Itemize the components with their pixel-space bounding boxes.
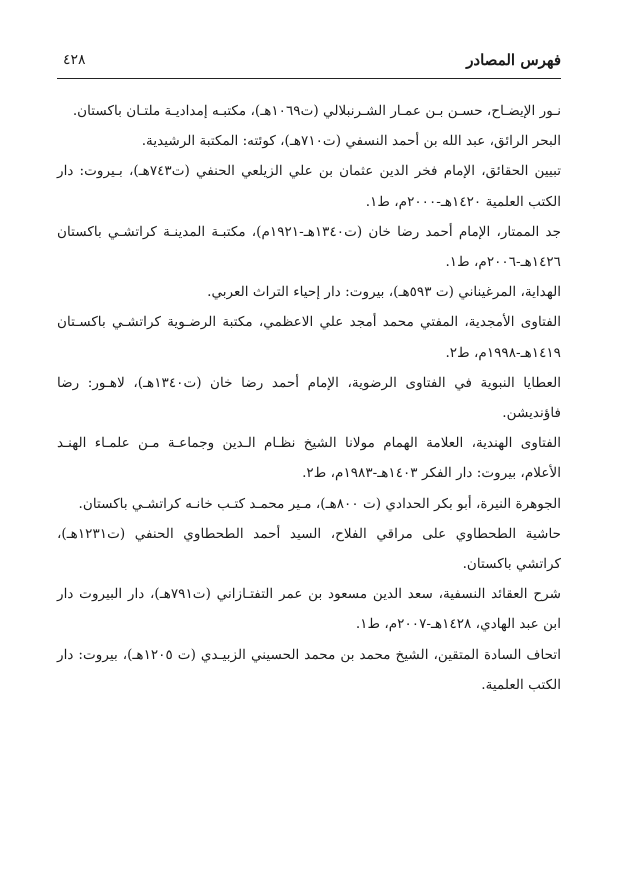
page-header	[57, 50, 561, 74]
bibliography-entry: العطايا النبوية في الفتاوى الرضوية، الإمام أحمد رضا خان (ت١٣٤٠هـ)، لاهـور: رضا فاؤنديشن.	[57, 374, 561, 422]
bibliography-entry: حاشية الطحطاوي على مراقي الفلاح، السيد أحمد الطحطاوي الحنفي (ت١٢٣١هـ)، كراتشي باكستان.	[57, 525, 561, 573]
bibliography-entry: تبيين الحقائق، الإمام فخر الدين عثمان بن علي الزيلعي الحنفي (ت٧٤٣هـ)، بـيروت: دار الكتب العلمية ١٤٢٠هـ-٢٠٠٠م، ط١.	[57, 163, 561, 210]
page-title: فهرس المصادر	[466, 51, 561, 69]
bibliography-entry: الجوهرة النيرة، أبو بكر الحدادي (ت ٨٠٠هـ)، مـير محمـد كتـب خانـه كراتشـي باكستان.	[78, 495, 561, 512]
bibliography-entry: جد الممتار، الإمام أحمد رضا خان (ت١٣٤٠هـ-١٩٢١م)، مكتبـة المدينـة كراتشـي باكستان ١٤٢٦هـ-٢٠٠٦م، ط١.	[57, 223, 561, 271]
header-divider	[57, 78, 561, 79]
bibliography-list	[57, 96, 561, 700]
bibliography-entry: الفتاوى الهندية، العلامة الهمام مولانا الشيخ نظـام الـدين وجماعـة مـن علمـاء الهنـد الأعلام، بيروت: دار الفكر ١٤٠٣هـ-١٩٨٣م، ط٢.	[57, 435, 561, 482]
bibliography-entry: نـور الإيضـاح، حسـن بـن عمـار الشـرنبلالي (ت١٠٦٩هـ)، مكتبـه إمداديـة ملتـان باكستان.	[72, 103, 561, 119]
bibliography-entry: شرح العقائد النسفية، سعد الدين مسعود بن عمر التفتـازاني (ت٧٩١هـ)، دار البيروت دار ابن عبد الهادي، ١٤٢٨هـ-٢٠٠٧م، ط١.	[57, 586, 561, 633]
bibliography-entry: الفتاوى الأمجدية، المفتي محمد أمجد علي الاعظمي، مكتبة الرضـوية كراتشـي باكسـتان ١٤١٩هـ-١٩٩٨م، ط٢.	[57, 314, 561, 361]
bibliography-entry: اتحاف السادة المتقين، الشيخ محمد بن محمد الحسيني الزبيـدي (ت ١٢٠٥هـ)، بيروت: دار الكتب العلمية.	[57, 646, 561, 693]
page-number: ٤٢٨	[63, 52, 86, 68]
bibliography-entry: البحر الرائق، عبد الله بن أحمد النسفي (ت٧١٠هـ)، كوئته: المكتبة الرشيدية.	[141, 133, 561, 150]
bibliography-entry: الهداية، المرغيناني (ت ٥٩٣هـ)، بيروت: دار إحياء التراث العربي.	[207, 284, 561, 301]
